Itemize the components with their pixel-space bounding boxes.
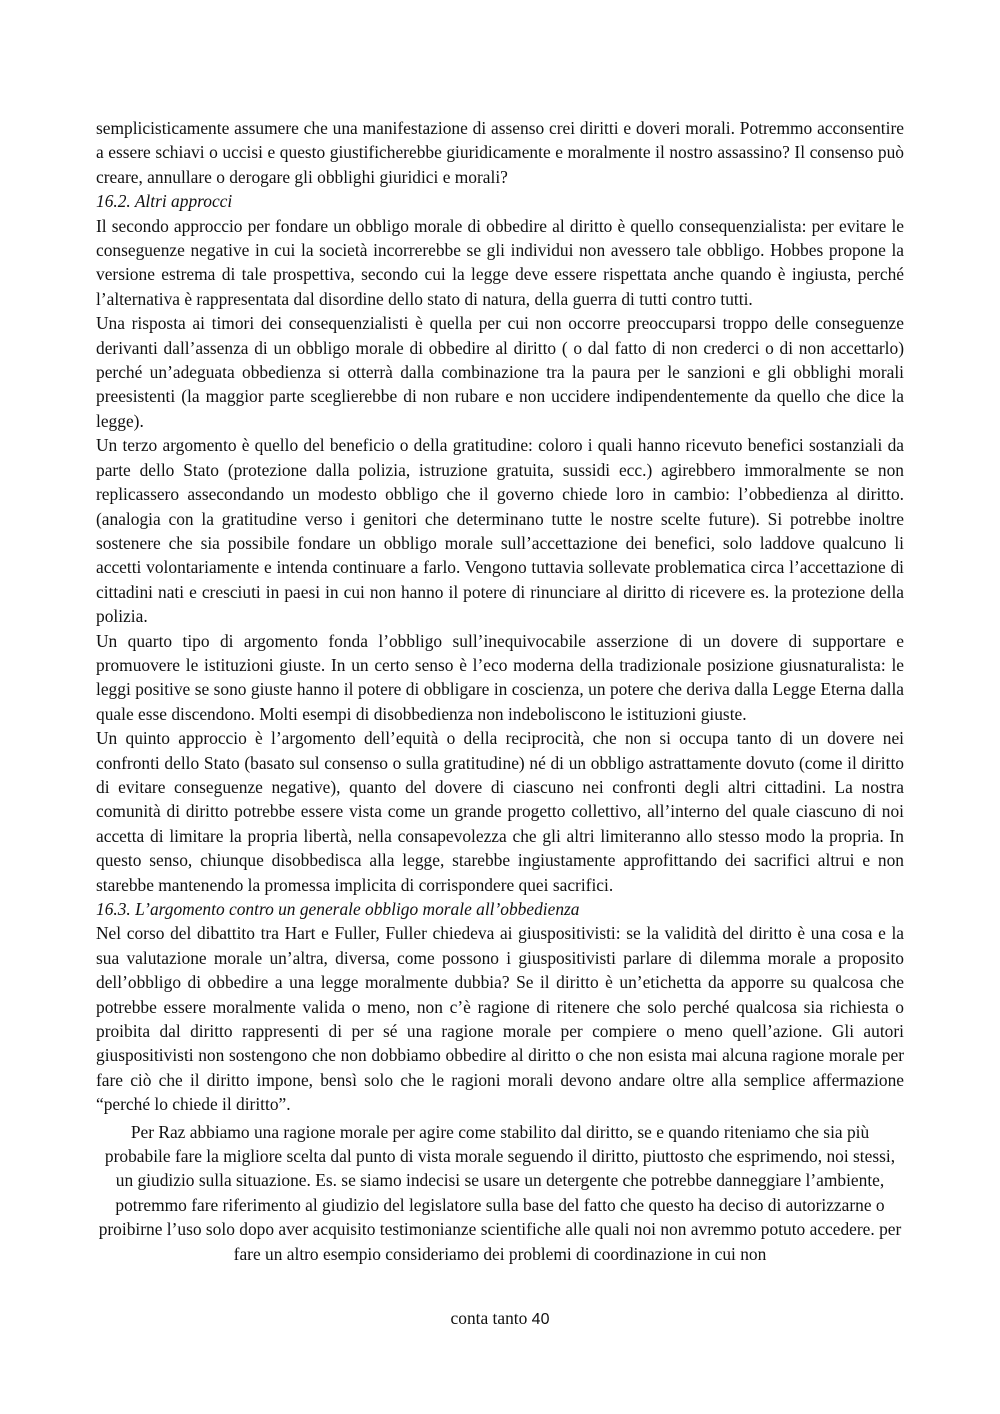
paragraph-assenso: semplicisticamente assumere che una manifestazione di assenso crei diritti e doveri morali. Potremmo acconsentire a essere schiavi o uccisi e questo giustificherebbe giuridicamente e moralmente il nostro assassino? Il consenso può creare, annullare o derogare gli obblighi giuridici e morali?: [96, 118, 904, 187]
paragraph-beneficio-gratitudine: Un terzo argomento è quello del beneficio o della gratitudine: coloro i quali hanno ricevuto benefici sostanziali da parte dello Stato (protezione dalla polizia, istruzione gratuita, sussidi ecc.) agirebbero immoralmente se non replicassero assecondando un modesto obbligo che il governo chiede loro in cambio: l’obbedienza al diritto. (analogia con la gratitudine verso i genitori che determinano tutte le nostre scelte future). Si potrebbe inoltre sostenere che sia possibile fondare un obbligo morale sull’accettazione dei benefici, solo laddove qualcuno li accetti volontariamente e intenda continuare a farlo. Vengono tuttavia sollevate problematica circa l’accettazione di cittadini nati e cresciuti in paesi in cui non hanno il potere di rinunciare al diritto di ricevere es. la protezione della polizia.: [96, 435, 904, 627]
paragraph-hart-fuller: Nel corso del dibattito tra Hart e Fuller, Fuller chiedeva ai giuspositivisti: se la validità del diritto è una cosa e la sua valutazione morale un’altra, diversa, come possono i giuspositivisti parlare di dilemma morale a proposito dell’obbligo di obbedire a una legge moralmente dubbia? Se il diritto è un’etichetta da apporre su qualcosa che potrebbe essere moralmente valida o meno, non c’è ragione di ritenere che solo perché qualcosa sia richiesta o proibita dal diritto rappresenti di per sé una ragione morale per compiere o meno quell’azione. Gli autori giuspositivisti non sostengono che non dobbiamo obbedire al diritto o che non esista mai alcuna ragione morale per fare ciò che il diritto impone, bensì solo che le ragioni morali devono andare oltre alla semplice affermazione “perché lo chiede il diritto”.: [96, 923, 904, 1115]
footer-text: conta tanto: [450, 1308, 528, 1328]
page-footer: [0, 1306, 1000, 1332]
page-number: 40: [531, 1311, 550, 1328]
paragraph-equita-reciprocita: Un quinto approccio è l’argomento dell’equità o della reciprocità, che non si occupa tanto di un dovere nei confronti dello Stato (basato sul consenso o sulla gratitudine) né di un obbligo astrattamente dovuto (come il diritto di evitare conseguenze negative), quanto del dovere di ciascuno nei confronti degli altri cittadini. La nostra comunità di diritto potrebbe essere vista come un grande progetto collettivo, all’interno del quale ciascuno di noi accetta di limitare la propria libertà, nella consapevolezza che gli altri limiteranno allo stesso modo la propria. In questo senso, chiunque disobbedisca alla legge, starebbe ingiustamente approfittando dei sacrifici altrui e non starebbe mantenendo la promessa implicita di corrispondere quei sacrifici.: [96, 728, 904, 895]
section-heading-altri-approcci: 16.2. Altri approcci: [96, 191, 233, 212]
paragraph-raz: Per Raz abbiamo una ragione morale per agire come stabilito dal diritto, se e quando riteniamo che sia più probabile fare la migliore scelta dal punto di vista morale seguendo il diritto, piuttosto che esprimendo, noi stessi, un giudizio sulla situazione. Es. se siamo indecisi se usare un detergente che potrebbe danneggiare l’ambiente, potremmo fare riferimento al giudizio del legislatore sulla base del fatto che questo ha deciso di autorizzarne o proibirne l’uso solo dopo aver acquisito testimonianze scientifiche alle quali noi non avremmo potuto accedere. per fare un altro esempio consideriamo dei problemi di coordinazione in cui non: [98, 1121, 902, 1264]
paragraph-risposta-consequenzialisti: Una risposta ai timori dei consequenzialisti è quella per cui non occorre preoccuparsi troppo delle conseguenze derivanti dall’assenza di un obbligo morale di obbedire al diritto ( o dal fatto di non crederci o di non accettarlo) perché un’adeguata obbedienza si otterrà dalla combinazione tra la paura per le sanzioni e gli obblighi morali preesistenti (la maggior parte sceglierebbe di non rubare e non uccidere indipendentemente da quello che dice la legge).: [96, 313, 904, 431]
document-body: [96, 116, 904, 1266]
paragraph-istituzioni-giuste: Un quarto tipo di argomento fonda l’obbligo sull’inequivocabile asserzione di un dovere di supportare e promuovere le istituzioni giuste. In un certo senso è l’eco moderna della tradizionale posizione giusnaturalista: le leggi positive se sono giuste hanno il potere di obbligare in coscienza, un potere che deriva dalla Legge Eterna dalla quale esse discendono. Molti esempi di disobbedienza non indeboliscono le istituzioni giuste.: [96, 630, 904, 724]
section-heading-argomento-contro: 16.3. L’argomento contro un generale obbligo morale all’obbedienza: [96, 899, 580, 919]
paragraph-consequenzialista: Il secondo approccio per fondare un obbligo morale di obbedire al diritto è quello consequenzialista: per evitare le conseguenze negative in cui la società incorrerebbe se gli individui non avessero tale obbligo. Hobbes propone la versione estrema di tale prospettiva, secondo cui la legge deve essere rispettata anche quando è ingiusta, perché l’alternativa è rappresentata dal disordine dello stato di natura, della guerra di tutti contro tutti.: [96, 215, 904, 309]
